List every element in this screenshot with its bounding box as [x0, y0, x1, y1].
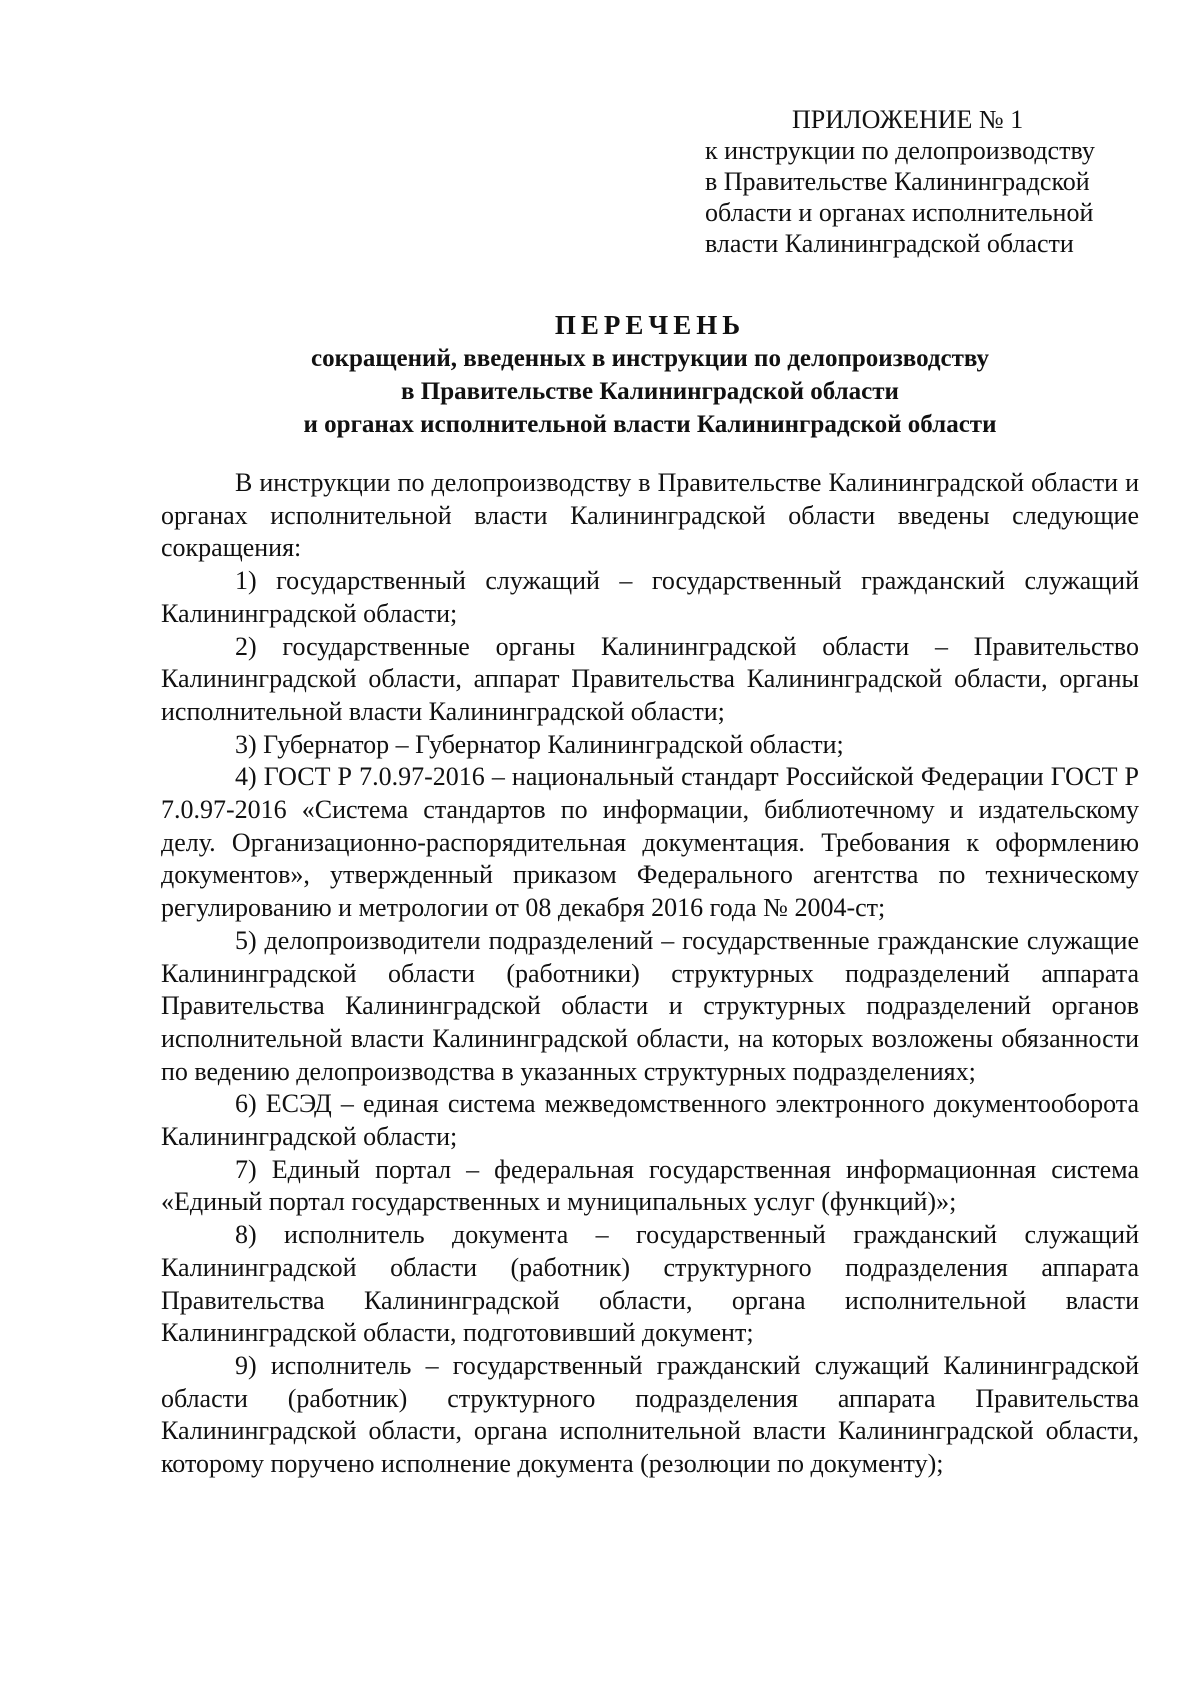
appendix-line: власти Калининградской области: [705, 229, 1074, 258]
document-body: [161, 467, 1139, 1481]
list-item: 9) исполнитель – государственный гражданский служащий Калининградской области (работник) структурного подразделения аппарата Правительства Калининградской области, органа исполнительной власти Калининградской области, которому поручено исполнение документа (резолюции по документу);: [161, 1350, 1139, 1479]
list-item: 8) исполнитель документа – государственный гражданский служащий Калининградской области (работник) структурного подразделения аппарата Правительства Калининградской области, органа исполнительной власти Калининградской области, подготовивший документ;: [161, 1220, 1139, 1348]
list-item: 6) ЕСЭД – единая система межведомственного электронного документооборота Калининградской области;: [161, 1089, 1139, 1152]
list-item: 1) государственный служащий – государственный гражданский служащий Калининградской области;: [161, 566, 1139, 628]
appendix-line: в Правительстве Калининградской: [705, 167, 1090, 196]
list-item: 2) государственные органы Калининградской области – Правительство Калининградской области, аппарат Правительства Калининградской области, органы исполнительной власти Калининградской области;: [161, 631, 1139, 726]
appendix-line: области и органах исполнительной: [705, 198, 1094, 227]
list-item: 4) ГОСТ Р 7.0.97-2016 – национальный стандарт Российской Федерации ГОСТ Р 7.0.97-2016 «Система стандартов по информации, библиотечному и издательскому делу. Организационно-распорядительная документация. Требования к оформлению документов», утвержденный приказом Федерального агентства по техническому регулированию и метрологии от 08 декабря 2016 года № 2004-ст;: [161, 762, 1139, 923]
list-item: 7) Единый портал – федеральная государственная информационная система «Единый портал государственных и муниципальных услуг (функций)»;: [161, 1154, 1139, 1217]
list-item: 5) делопроизводители подразделений – государственные гражданские служащие Калининградской области (работники) структурных подразделений аппарата Правительства Калининградской области и структурных подразделений органов исполнительной власти Калининградской области, на которых возложены обязанности по ведению делопроизводства в указанных структурных подразделениях;: [161, 925, 1139, 1086]
appendix-line: к инструкции по делопроизводству: [705, 136, 1095, 165]
appendix-title: ПРИЛОЖЕНИЕ № 1: [792, 105, 1024, 134]
document-heading: [160, 308, 1140, 441]
heading-subtitle-line: в Правительстве Калининградской области: [401, 378, 899, 405]
list-item: 3) Губернатор – Губернатор Калининградской области;: [235, 729, 844, 759]
heading-subtitle-line: и органах исполнительной власти Калининградской области: [303, 411, 997, 438]
appendix-block: [705, 104, 1145, 259]
heading-subtitle-line: сокращений, введенных в инструкции по делопроизводству: [310, 345, 990, 372]
intro-paragraph: В инструкции по делопроизводству в Правительстве Калининградской области и органах исполнительной власти Калининградской области введены следующие сокращения:: [161, 468, 1139, 563]
heading-title: ПЕРЕЧЕНЬ: [554, 310, 746, 340]
